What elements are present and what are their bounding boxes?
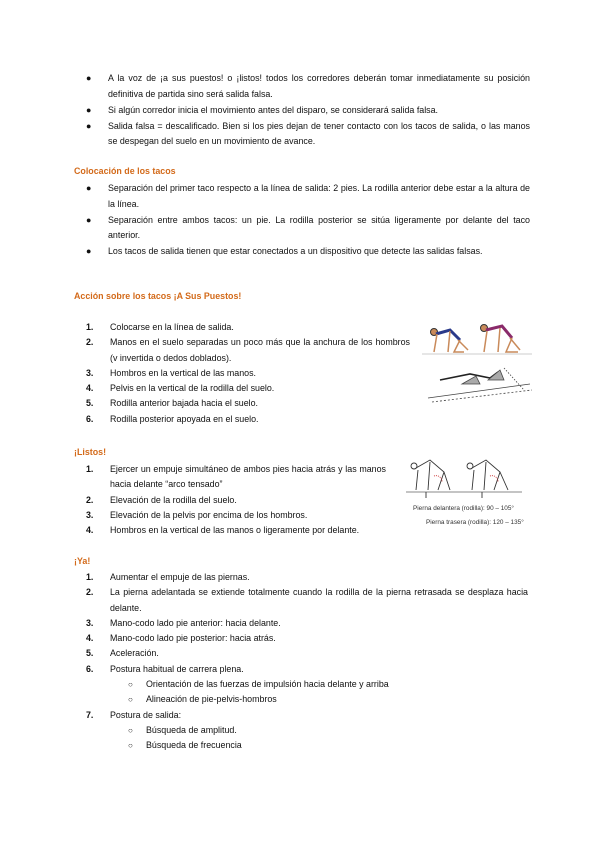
list-item: ● Los tacos de salida tienen que estar conectados a un dispositivo que detecte las salidas falsas. xyxy=(86,246,483,257)
item-text: Mano-codo lado pie anterior: hacia delante. xyxy=(110,617,281,628)
section-heading-puestos: Acción sobre los tacos ¡A Sus Puestos! xyxy=(74,291,242,301)
item-number: 1. xyxy=(86,464,94,474)
list-item xyxy=(0,366,410,381)
item-text: Elevación de la rodilla del suelo. xyxy=(110,494,237,505)
list-item xyxy=(0,570,528,585)
item-number: 2. xyxy=(86,494,94,505)
item-text: Rodilla anterior bajada hacia el suelo. xyxy=(110,398,259,409)
item-text: Elevación de la pelvis por encima de los hombros. xyxy=(110,509,308,520)
item-text: Mano-codo lado pie posterior: hacia atrás. xyxy=(110,633,276,644)
sub-item-text: Búsqueda de frecuencia xyxy=(146,740,242,751)
list-item xyxy=(0,708,528,723)
item-number: 3. xyxy=(86,617,94,628)
item-number: 7. xyxy=(86,709,94,720)
item-text: Manos en el suelo separadas un poco más que la anchura de los hombros (v invertida o dedos doblados). xyxy=(110,337,410,363)
item-number: 2. xyxy=(86,337,94,348)
item-text: Postura habitual de carrera plena. xyxy=(110,663,244,674)
sub-list-item: ○ Búsqueda de frecuencia xyxy=(128,740,242,751)
section-heading-tacos: Colocación de los tacos xyxy=(74,166,176,176)
item-text: Hombros en la vertical de las manos. xyxy=(110,367,257,378)
item-number: 4. xyxy=(86,525,94,536)
item-number: 3. xyxy=(86,509,94,520)
bullet-text: Salida falsa = descalificado. Bien si los pies dejan de tener contacto con los tacos de salida, o las manos se despegan del suelo en un movimiento de avance. xyxy=(108,120,530,147)
sub-list-item: ○ Orientación de las fuerzas de impulsión hacia delante y arriba xyxy=(128,679,389,690)
list-item: ● Separación entre ambos tacos: un pie. La rodilla posterior se sitúa ligeramente por delante del taco anterior. xyxy=(86,214,530,241)
item-text: Hombros en la vertical de las manos o ligeramente por delante. xyxy=(110,525,360,536)
bullet-text: Si algún corredor inicia el movimiento antes del disparo, se considerará salida falsa. xyxy=(108,104,439,115)
section-heading-listos: ¡Listos! xyxy=(74,447,107,457)
bullet-text: Separación del primer taco respecto a la línea de salida: 2 pies. La rodilla anterior debe estar a la altura de la línea. xyxy=(108,183,530,209)
item-text: Aumentar el empuje de las piernas. xyxy=(110,572,250,582)
list-item xyxy=(0,493,386,508)
item-text: Aceleración. xyxy=(110,648,159,659)
sub-item-text: Búsqueda de amplitud. xyxy=(146,724,237,735)
list-item xyxy=(0,631,528,646)
list-item: ● A la voz de ¡a sus puestos! o ¡listos! todos los corredores deberán tomar inmediatamente su posición definitiva de partida sino será salida falsa. xyxy=(86,73,530,99)
intro-bullets xyxy=(0,71,600,150)
list-item xyxy=(0,335,410,366)
figure-caption-rear-leg: Pierna trasera (rodilla): 120 – 135° xyxy=(426,519,524,526)
sprinter-start-illustration xyxy=(420,318,535,403)
item-text: Postura de salida: xyxy=(110,709,182,720)
sub-item-text: Orientación de las fuerzas de impulsión hacia delante y arriba xyxy=(146,679,389,690)
list-item xyxy=(0,396,410,411)
item-number: 4. xyxy=(86,633,94,644)
item-number: 5. xyxy=(86,648,94,659)
item-number: 6. xyxy=(86,663,94,674)
set-position-illustration xyxy=(404,452,534,502)
sub-list-item: ○ Búsqueda de amplitud. xyxy=(128,724,237,735)
bullet-text: Separación entre ambos tacos: un pie. La rodilla posterior se sitúa ligeramente por delante del taco anterior. xyxy=(108,214,530,241)
item-text: La pierna adelantada se extiende totalmente cuando la rodilla de la pierna retrasada se desplaza hacia delante. xyxy=(110,587,528,613)
item-number: 2. xyxy=(86,587,94,598)
list-item xyxy=(0,412,410,427)
listos-list xyxy=(0,462,386,538)
list-item xyxy=(0,320,410,335)
item-text: Ejercer un empuje simultáneo de ambos pies hacia atrás y las manos hacia delante “arco tensado” xyxy=(110,464,386,490)
item-number: 1. xyxy=(86,572,94,582)
sub-item-text: Alineación de pie-pelvis-hombros xyxy=(146,694,277,705)
list-item xyxy=(0,462,386,493)
item-text: Colocarse en la línea de salida. xyxy=(110,322,234,332)
sub-list-item: ○ Alineación de pie-pelvis-hombros xyxy=(128,694,277,705)
list-item xyxy=(0,662,528,677)
list-item: ● Salida falsa = descalificado. Bien si los pies dejan de tener contacto con los tacos de salida, o las manos se despegan del suelo en un movimiento de avance. xyxy=(86,120,530,147)
item-text: Rodilla posterior apoyada en el suelo. xyxy=(110,413,259,424)
list-item xyxy=(0,646,528,661)
item-number: 6. xyxy=(86,413,94,424)
list-item xyxy=(0,616,528,631)
tacos-bullets xyxy=(0,181,600,260)
list-item: ● Separación del primer taco respecto a la línea de salida: 2 pies. La rodilla anterior debe estar a la altura de la línea. xyxy=(86,183,530,209)
item-number: 3. xyxy=(86,367,94,378)
item-number: 1. xyxy=(86,322,94,332)
bullet-text: A la voz de ¡a sus puestos! o ¡listos! todos los corredores deberán tomar inmediatamente su posición definitiva de partida sino será salida falsa. xyxy=(108,73,530,99)
puestos-list xyxy=(0,320,410,427)
section-heading-ya: ¡Ya! xyxy=(74,556,91,566)
item-number: 4. xyxy=(86,383,94,394)
list-item xyxy=(0,381,410,396)
item-text: Pelvis en la vertical de la rodilla del suelo. xyxy=(110,383,275,394)
list-item: ● Si algún corredor inicia el movimiento antes del disparo, se considerará salida falsa. xyxy=(86,104,439,115)
figure-caption-front-leg: Pierna delantera (rodilla): 90 – 105° xyxy=(413,505,514,512)
list-item xyxy=(0,523,386,538)
bullet-text: Los tacos de salida tienen que estar conectados a un dispositivo que detecte las salidas falsas. xyxy=(108,246,483,257)
ya-list xyxy=(0,570,528,754)
list-item xyxy=(0,508,386,523)
list-item xyxy=(0,585,528,616)
item-number: 5. xyxy=(86,398,94,409)
